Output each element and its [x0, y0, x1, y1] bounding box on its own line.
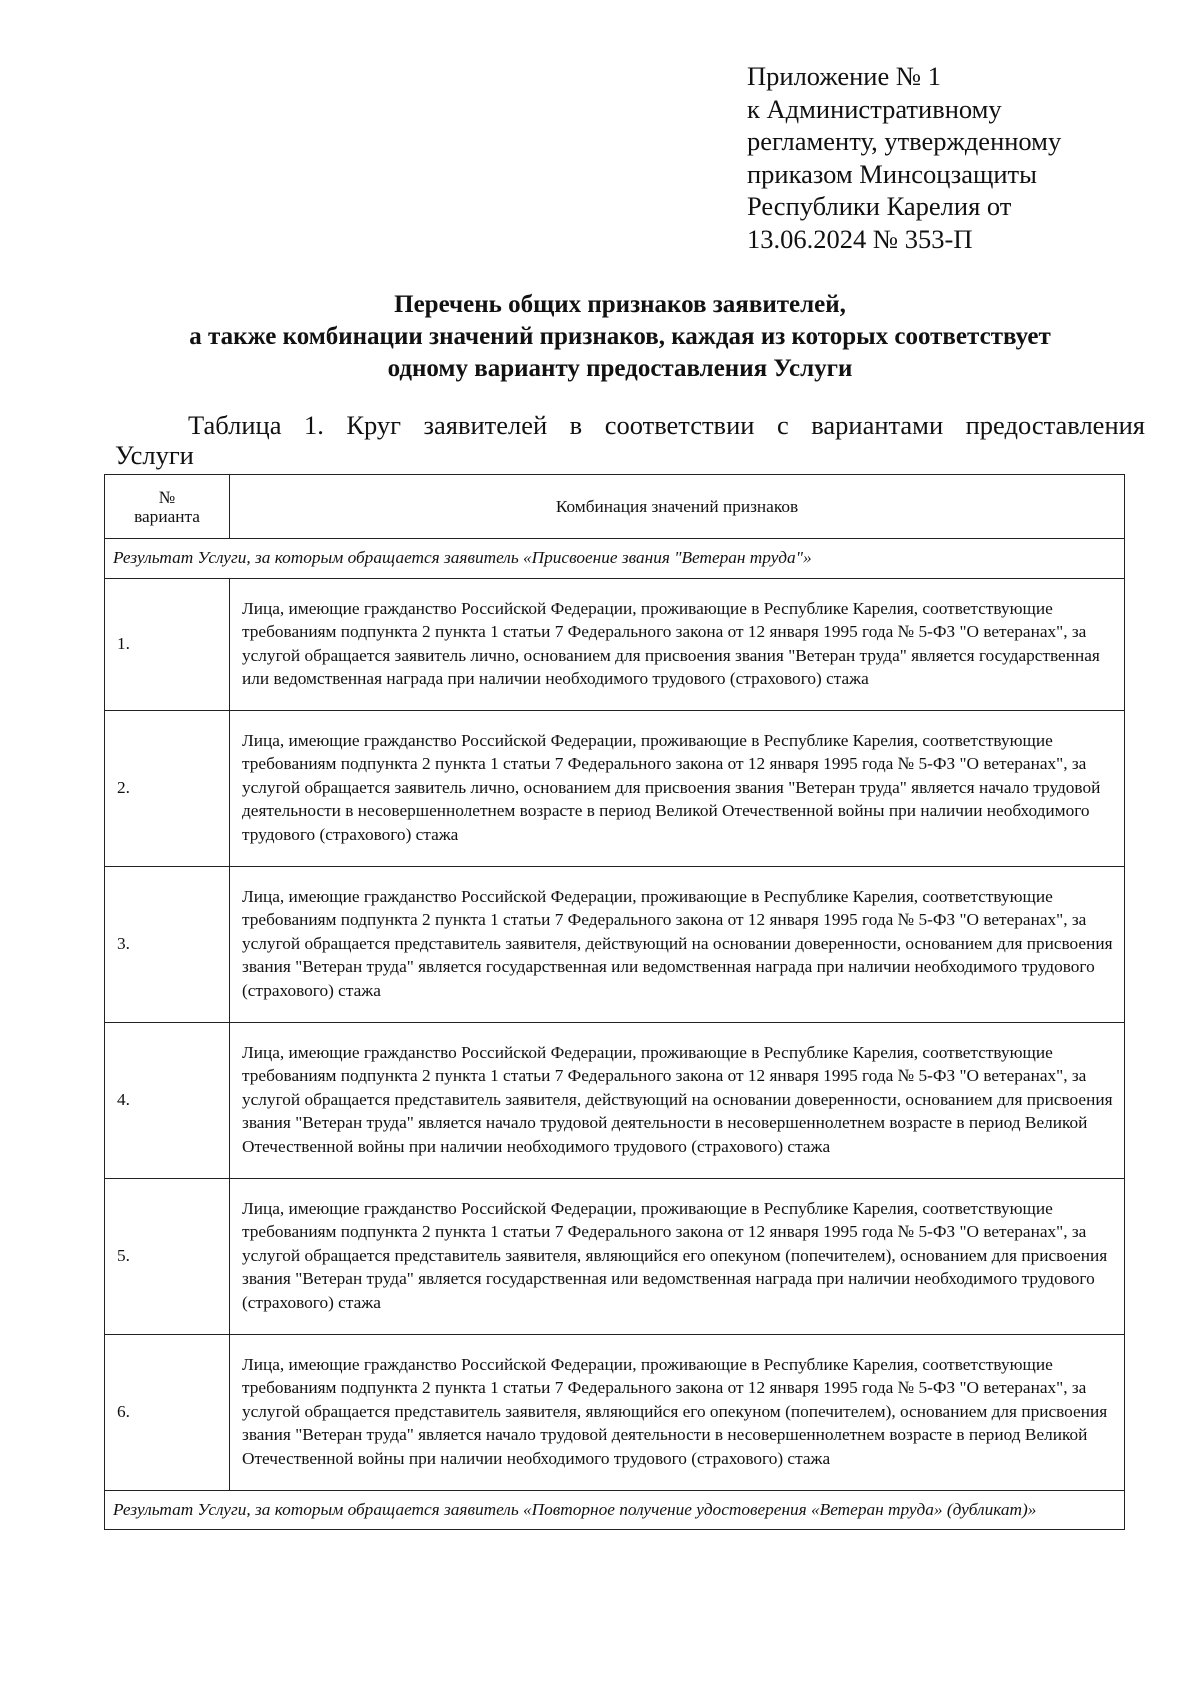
appendix-line: к Административному — [747, 93, 1002, 124]
table-caption-line: Таблица 1. Круг заявителей в соответствии с вариантами предоставления — [188, 410, 1145, 440]
title-line: Перечень общих признаков заявителей, — [394, 291, 846, 318]
header-number-sign: № — [158, 487, 176, 507]
table-header-row — [105, 475, 1125, 539]
variant-description: Лица, имеющие гражданство Российской Федерации, проживающие в Республике Карелия, соответствующие требованиям подпункта 2 пункта 1 статьи 7 Федерального закона от 12 января 1995 года № 5-ФЗ "О ветеранах", за услугой обращается заявитель лично, основанием для присвоения звания "Ветеран труда" является начало трудовой деятельности в несовершеннолетнем возрасте в период Великой Отечественной войны при наличии необходимого трудового (страхового) стажа — [230, 710, 1125, 866]
table-row — [105, 866, 1125, 1022]
variant-number: 2. — [105, 710, 230, 866]
section-title: Результат Услуги, за которым обращается заявитель «Присвоение звания "Ветеран труда"» — [105, 539, 1125, 579]
variant-description: Лица, имеющие гражданство Российской Федерации, проживающие в Республике Карелия, соответствующие требованиям подпункта 2 пункта 1 статьи 7 Федерального закона от 12 января 1995 года № 5-ФЗ "О ветеранах", за услугой обращается представитель заявителя, действующий на основании доверенности, основанием для присвоения звания "Ветеран труда" является государственная или ведомственная награда при наличии необходимого трудового (страхового) стажа — [230, 866, 1125, 1022]
appendix-line: Республики Карелия от — [747, 191, 1012, 221]
title-line: а также комбинации значений признаков, каждая из которых соответствует — [189, 323, 1051, 350]
section-title: Результат Услуги, за которым обращается заявитель «Повторное получение удостоверения «Ветеран труда» (дубликат)» — [105, 1490, 1125, 1530]
table-row — [105, 710, 1125, 866]
appendix-line: регламенту, утвержденному — [747, 126, 1062, 156]
header-combination: Комбинация значений признаков — [230, 475, 1125, 539]
applicants-table — [104, 474, 1125, 1530]
variant-number: 6. — [105, 1334, 230, 1490]
appendix-line: приказом Минсоцзащиты — [747, 158, 1037, 189]
variant-number: 1. — [105, 578, 230, 710]
table-row — [105, 578, 1125, 710]
appendix-line: 13.06.2024 № 353-П — [747, 223, 973, 254]
table-caption — [115, 410, 1145, 470]
variant-description: Лица, имеющие гражданство Российской Федерации, проживающие в Республике Карелия, соответствующие требованиям подпункта 2 пункта 1 статьи 7 Федерального закона от 12 января 1995 года № 5-ФЗ "О ветеранах", за услугой обращается представитель заявителя, являющийся его опекуном (попечителем), основанием для присвоения звания "Ветеран труда" является начало трудовой деятельности в несовершеннолетнем возрасте в период Великой Отечественной войны при наличии необходимого трудового (страхового) стажа — [230, 1334, 1125, 1490]
header-variant-number — [105, 475, 230, 539]
section-row — [105, 1490, 1125, 1530]
variant-description: Лица, имеющие гражданство Российской Федерации, проживающие в Республике Карелия, соответствующие требованиям подпункта 2 пункта 1 статьи 7 Федерального закона от 12 января 1995 года № 5-ФЗ "О ветеранах", за услугой обращается представитель заявителя, действующий на основании доверенности, основанием для присвоения звания "Ветеран труда" является начало трудовой деятельности в несовершеннолетнем возрасте в период Великой Отечественной войны при наличии необходимого трудового (страхового) стажа — [230, 1022, 1125, 1178]
title-line: одному варианту предоставления Услуги — [387, 355, 853, 382]
variant-number: 3. — [105, 866, 230, 1022]
table-row — [105, 1178, 1125, 1334]
document-title — [100, 289, 1140, 385]
section-row — [105, 539, 1125, 579]
table-caption-line: Услуги — [115, 440, 194, 470]
variant-description: Лица, имеющие гражданство Российской Федерации, проживающие в Республике Карелия, соответствующие требованиям подпункта 2 пункта 1 статьи 7 Федерального закона от 12 января 1995 года № 5-ФЗ "О ветеранах", за услугой обращается заявитель лично, основанием для присвоения звания "Ветеран труда" является государственная или ведомственная награда при наличии необходимого трудового (страхового) стажа — [230, 578, 1125, 710]
table-row — [105, 1334, 1125, 1490]
variant-number: 5. — [105, 1178, 230, 1334]
table-row — [105, 1022, 1125, 1178]
variant-number: 4. — [105, 1022, 230, 1178]
appendix-line: Приложение № 1 — [747, 61, 942, 91]
header-variant-label: варианта — [134, 506, 200, 526]
variant-description: Лица, имеющие гражданство Российской Федерации, проживающие в Республике Карелия, соответствующие требованиям подпункта 2 пункта 1 статьи 7 Федерального закона от 12 января 1995 года № 5-ФЗ "О ветеранах", за услугой обращается представитель заявителя, являющийся его опекуном (попечителем), основанием для присвоения звания "Ветеран труда" является государственная или ведомственная награда при наличии необходимого трудового (страхового) стажа — [230, 1178, 1125, 1334]
appendix-reference — [747, 60, 1167, 255]
